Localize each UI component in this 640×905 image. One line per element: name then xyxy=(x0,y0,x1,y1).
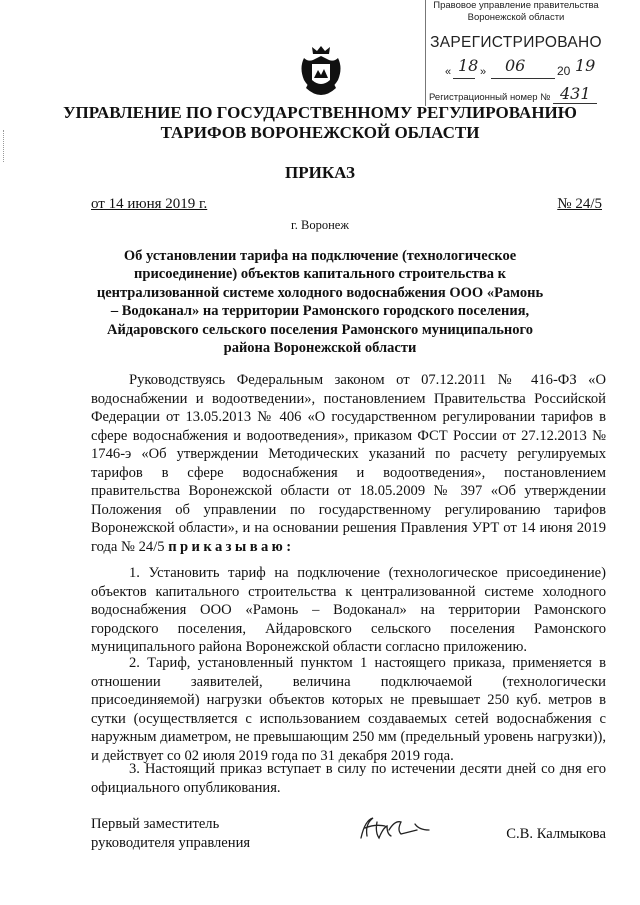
stamp-quote-close: » xyxy=(480,66,487,78)
stamp-reg-number xyxy=(425,84,607,104)
item-2-text: 2. Тариф, установленный пунктом 1 настоящего приказа, применяется в отношении заявителей, величина подключаемой (технологически присоединяемой) нагрузки объектов которых не превышает 250 куб. метров в сутки (осуществляется с использованием создаваемых сетей водоснабжения с наружным диаметром, не превышающим 250 мм (предельный уровень нагрузки)), и действует со 02 июля 2019 года по 31 декабря 2019 года. xyxy=(91,655,606,764)
item-3-text: 3. Настоящий приказ вступает в силу по истечении десяти дней со дня его официального опубликования. xyxy=(91,761,606,796)
stamp-year-handwritten: 19 xyxy=(575,56,596,75)
stamp-authority-line1: Правовое управление правительства xyxy=(433,0,599,11)
organization-name-line1: УПРАВЛЕНИЕ ПО ГОСУДАРСТВЕННОМУ РЕГУЛИРОВАНИЮ xyxy=(63,103,577,122)
signer-position-line1: Первый заместитель xyxy=(91,816,220,832)
item-2-paragraph xyxy=(91,654,606,765)
document-date: от 14 июня 2019 г. xyxy=(91,196,208,212)
document-title: Об установлении тарифа на подключение (технологическое присоединение) объектов капитального строительства к централизованной системе холодного водоснабжения ООО «Рамонь – Водоканал» на территории Рамонского городского поселения, Айдаровского сельского поселения Рамонского муниципального района Воронежской области xyxy=(96,248,544,357)
signer-name: С.В. Калмыкова xyxy=(506,826,606,842)
margin-marks xyxy=(3,130,8,162)
document-type: ПРИКАЗ xyxy=(285,163,355,182)
preamble-text: Руководствуясь Федеральным законом от 07.12.2011 № 416-ФЗ «О водоснабжении и водоотведении», постановлением Правительства Российской Федерации от 13.05.2013 № 406 «О государственном регулировании тарифов в сфере водоснабжения и водоотведения», приказом ФСТ России от 27.12.2013 № 1746-э «Об утверждении Методических указаний по расчету регулируемых тарифов в сфере водоснабжения и водоотведения», постановлением правительства Воронежской области от 18.05.2009 № 397 «Об утверждении Положения об управлении по государственному регулированию тарифов Воронежской области», и на основании решения Правления УРТ от 14 июня 2019 года № 24/5 xyxy=(91,372,606,555)
coat-of-arms-icon xyxy=(298,44,344,98)
organization-name-line2: ТАРИФОВ ВОРОНЕЖСКОЙ ОБЛАСТИ xyxy=(160,123,480,142)
document-number: № 24/5 xyxy=(557,196,602,212)
stamp-authority-line2: Воронежской области xyxy=(467,12,565,23)
signer-position-line2: руководителя управления xyxy=(91,835,251,851)
document-city: г. Воронеж xyxy=(291,218,349,232)
stamp-reg-number-value: 431 xyxy=(560,84,591,103)
stamp-registered-label: ЗАРЕГИСТРИРОВАНО xyxy=(430,34,602,51)
item-1-paragraph xyxy=(91,564,606,657)
handwritten-signature xyxy=(355,812,435,846)
preamble-paragraph xyxy=(91,371,606,556)
item-3-paragraph xyxy=(91,760,606,797)
stamp-month: 06 xyxy=(505,56,526,75)
organization-name xyxy=(60,103,580,143)
item-1-text: 1. Установить тариф на подключение (технологическое присоединение) объектов капитального строительства к централизованной системе холодного водоснабжения ООО «Рамонь – Водоканал» на территории Рамонского городского поселения, Айдаровского сельского поселения Рамонского муниципального района Воронежской области согласно приложению. xyxy=(91,565,606,655)
stamp-month-underline xyxy=(491,78,555,79)
order-word: приказываю: xyxy=(168,538,295,555)
stamp-quote-open: « xyxy=(445,66,452,78)
signer-position xyxy=(91,815,250,853)
stamp-year-prefix: 20 xyxy=(557,64,571,78)
stamp-day: 18 xyxy=(458,56,479,75)
stamp-date xyxy=(425,58,607,82)
stamp-day-underline xyxy=(453,78,475,79)
stamp-reg-number-label: Регистрационный номер № xyxy=(429,92,551,103)
registration-stamp xyxy=(425,0,607,108)
